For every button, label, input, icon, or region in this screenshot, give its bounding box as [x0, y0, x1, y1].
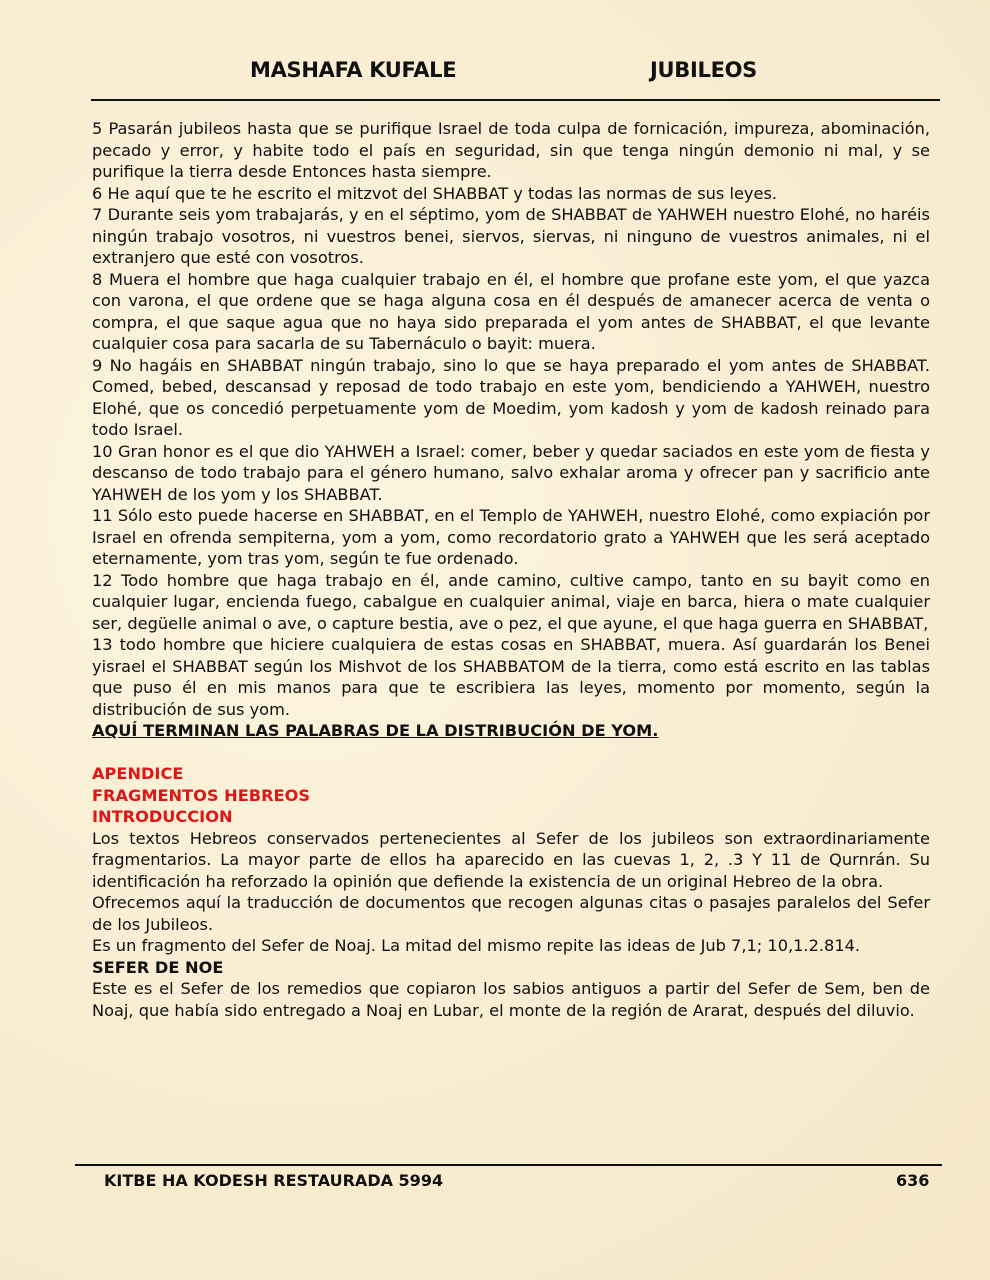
verse-paragraph: 6 He aquí que te he escrito el mitzvot del SHABBAT y todas las normas de sus leyes.: [92, 183, 778, 203]
noe-paragraph: Este es el Sefer de los remedios que copiaron los sabios antiguos a partir del Sefer de Sem, ben de Noaj, que había sido entregado a Noaj en Lubar, el monte de la región de Ararat, después del diluvio.: [92, 979, 930, 1020]
intro-paragraph: Es un fragmento del Sefer de Noaj. La mitad del mismo repite las ideas de Jub 7,1; 10,1.2.814.: [92, 936, 861, 955]
verse-paragraph: 7 Durante seis yom trabajarás, y en el séptimo, yom de SHABBAT de YAHWEH nuestro Elohé, no haréis ningún trabajo vosotros, ni vuestros benei, siervos, siervas, ni ninguno de vuestros animales, ni el extranjero que esté con vosotros.: [92, 205, 930, 267]
verse-paragraph: 13 todo hombre que hiciere cualquiera de estas cosas en SHABBAT, muera. Así guardarán los Benei yisrael el SHABBAT según los Mishvot de los SHABBATOM de la tierra, como está escrito en las tablas que puso él en mis manos para que te escribiera las leyes, momento por momento, según la distribución de sus yom.: [92, 635, 930, 719]
page-header: [0, 58, 990, 92]
appendix-heading: APENDICE: [92, 764, 184, 783]
verse-paragraph: 9 No hagáis en SHABBAT ningún trabajo, sino lo que se haya preparado el yom antes de SHABBAT. Comed, bebed, descansad y reposad de todo trabajo en este yom, bendiciendo a YAHWEH, nuestro Elohé, que os concedió perpetuamente yom de Moedim, yom kadosh y yom de kadosh reinado para todo Israel.: [92, 355, 930, 439]
intro-paragraph: Los textos Hebreos conservados pertenecientes al Sefer de los jubileos son extraordinariamente fragmentarios. La mayor parte de ellos ha aparecido en las cuevas 1, 2, .3 Y 11 de Qurnrán. Su identificación ha reforzado la opinión que defiende la existencia de un original Hebreo de la obra.: [92, 828, 930, 891]
verse-paragraph: 8 Muera el hombre que haga cualquier trabajo en él, el hombre que profane este yom, el que yazca con varona, el que ordene que se haga alguna cosa en él después de amanecer acerca de venta o compra, el que saque agua que no haya sido preparada el yom antes de SHABBAT, el que levante cualquier cosa para sacarla de su Tabernáculo o bayit: muera.: [92, 269, 930, 353]
header-book-title: MASHAFA KUFALE: [250, 58, 457, 82]
verse-paragraph: 10 Gran honor es el que dio YAHWEH a Israel: comer, beber y quedar saciados en este yom de fiesta y descanso de todo trabajo para el género humano, salvo exhalar aroma y ofrecer pan y sacrificio ante YAHWEH de los yom y los SHABBAT.: [92, 441, 930, 504]
verse-paragraph: 5 Pasarán jubileos hasta que se purifique Israel de toda culpa de fornicación, impureza, abominación, pecado y error, y habite todo el país en seguridad, sin que tenga ningún demonio ni mal, y se purifique la tierra desde Entonces hasta siempre.: [92, 119, 930, 181]
page-number: 636: [896, 1171, 930, 1190]
header-divider: [91, 99, 940, 101]
blank-line: [92, 742, 930, 764]
sefer-noe-heading: SEFER DE NOE: [92, 957, 224, 977]
page-footer: [0, 1171, 990, 1195]
verse-paragraph: 12 Todo hombre que haga trabajo en él, ande camino, cultive campo, tanto en su bayit como en cualquier lugar, encienda fuego, cabalgue en cualquier animal, viaje en barca, hiera o mate cualquier ser, degüelle animal o ave, o capture bestia, ave o pez, el que ayune, el que haga guerra en SHABBAT,: [92, 570, 930, 633]
introduction-heading: INTRODUCCION: [92, 807, 233, 826]
chapter-end-note: AQUÍ TERMINAN LAS PALABRAS DE LA DISTRIBUCIÓN DE YOM.: [92, 721, 659, 740]
footer-divider: [75, 1164, 942, 1166]
verse-paragraph: 11 Sólo esto puede hacerse en SHABBAT, en el Templo de YAHWEH, nuestro Elohé, como expiación por Israel en ofrenda sempiterna, yom a yom, como recordatorio grato a YAHWEH que les será aceptado eternamente, yom tras yom, según te fue ordenado.: [92, 506, 930, 568]
footer-title: KITBE HA KODESH RESTAURADA 5994: [104, 1171, 444, 1190]
header-section-title: JUBILEOS: [650, 58, 757, 82]
fragments-heading: FRAGMENTOS HEBREOS: [92, 785, 311, 805]
page-body: [92, 118, 930, 1021]
intro-paragraph: Ofrecemos aquí la traducción de documentos que recogen algunas citas o pasajes paralelos del Sefer de los Jubileos.: [92, 893, 930, 934]
